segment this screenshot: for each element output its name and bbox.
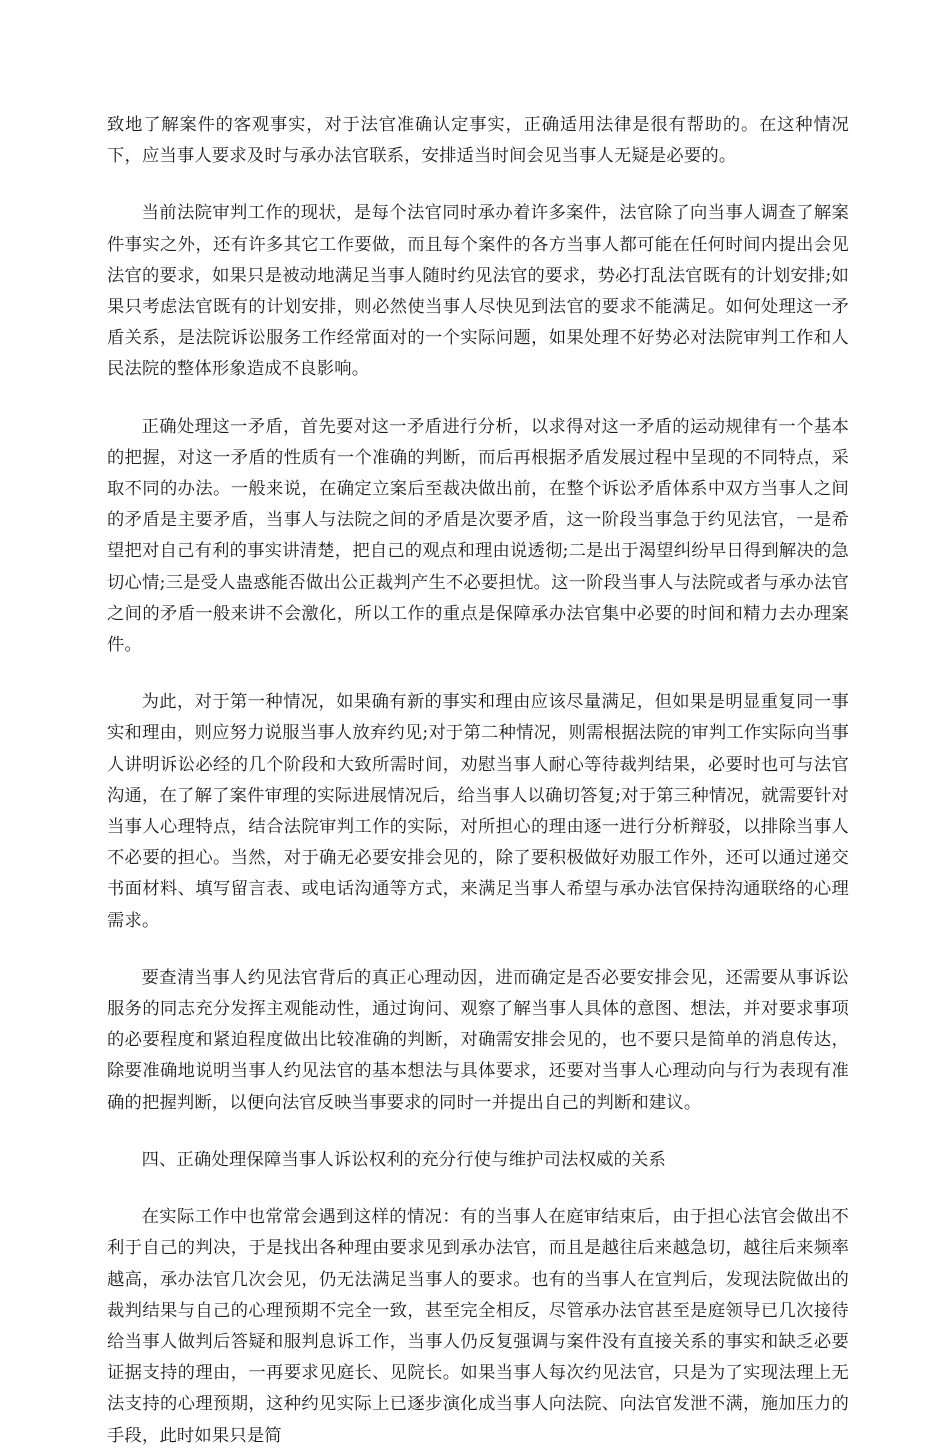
document-body: [107, 110, 849, 1452]
section-heading: 四、正确处理保障当事人诉讼权利的充分行使与维护司法权威的关系: [141, 1149, 667, 1170]
paragraph: 在实际工作中也常常会遇到这样的情况：有的当事人在庭审结束后，由于担心法官会做出不利于自己的判决，于是找出各种理由要求见到承办法官，而且是越往后来越急切，越往后来频率越高，承办法官几次会见，仍无法满足当事人的要求。也有的当事人在宣判后，发现法院做出的裁判结果与自己的心理预期不完全一致，甚至完全相反，尽管承办法官甚至是庭领导已几次接待给当事人做判后答疑和服判息诉工作，当事人仍反复强调与案件没有直接关系的事实和缺乏必要证据支持的理由，一再要求见庭长、见院长。如果当事人每次约见法官，只是为了实现法理上无法支持的心理预期，这种约见实际上已逐步演化成当事人向法院、向法官发泄不满，施加压力的手段，此时如果只是简: [107, 1207, 849, 1446]
paragraph: 为此，对于第一种情况，如果确有新的事实和理由应该尽量满足，但如果是明显重复同一事实和理由，则应努力说服当事人放弃约见;对于第二种情况，则需根据法院的审判工作实际向当事人讲明诉讼必经的几个阶段和大致所需时间，劝慰当事人耐心等待裁判结果，必要时也可与法官沟通，在了解了案件审理的实际进展情况后，给当事人以确切答复;对于第三种情况，就需要针对当事人心理特点，结合法院审判工作的实际，对所担心的理由逐一进行分析辩驳，以排除当事人不必要的担心。当然，对于确无必要安排会见的，除了要积极做好劝服工作外，还可以通过递交书面材料、填写留言表、或电话沟通等方式，来满足当事人希望与承办法官保持沟通联络的心理需求。: [107, 692, 849, 931]
paragraph: 当前法院审判工作的现状，是每个法官同时承办着许多案件，法官除了向当事人调查了解案件事实之外，还有许多其它工作要做，而且每个案件的各方当事人都可能在任何时间内提出会见法官的要求，如果只是被动地满足当事人随时约见法官的要求，势必打乱法官既有的计划安排;如果只考虑法官既有的计划安排，则必然使当事人尽快见到法官的要求不能满足。如何处理这一矛盾关系，是法院诉讼服务工作经常面对的一个实际问题，如果处理不好势必对法院审判工作和人民法院的整体形象造成不良影响。: [107, 203, 849, 380]
paragraph-continuation: 致地了解案件的客观事实，对于法官准确认定事实，正确适用法律是很有帮助的。在这种情况下，应当事人要求及时与承办法官联系，安排适当时间会见当事人无疑是必要的。: [107, 115, 849, 167]
paragraph: 正确处理这一矛盾，首先要对这一矛盾进行分析，以求得对这一矛盾的运动规律有一个基本的把握，对这一矛盾的性质有一个准确的判断，而后再根据矛盾发展过程中呈现的不同特点，采取不同的办法。一般来说，在确定立案后至裁决做出前，在整个诉讼矛盾体系中双方当事人之间的矛盾是主要矛盾，当事人与法院之间的矛盾是次要矛盾，这一阶段当事急于约见法官，一是希望把对自己有利的事实讲清楚，把自己的观点和理由说透彻;二是出于渴望纠纷早日得到解决的急切心情;三是受人蛊惑能否做出公正裁判产生不必要担忧。这一阶段当事人与法院或者与承办法官之间的矛盾一般来讲不会激化，所以工作的重点是保障承办法官集中必要的时间和精力去办理案件。: [107, 416, 849, 656]
paragraph: 要查清当事人约见法官背后的真正心理动因，进而确定是否必要安排会见，还需要从事诉讼服务的同志充分发挥主观能动性，通过询问、观察了解当事人具体的意图、想法，并对要求事项的必要程度和紧迫程度做出比较准确的判断，对确需安排会见的，也不要只是简单的消息传达，除要准确地说明当事人约见法官的基本想法与具体要求，还要对当事人心理动向与行为表现有准确的把握判断，以便向法官反映当事要求的同时一并提出自己的判断和建议。: [107, 967, 849, 1113]
